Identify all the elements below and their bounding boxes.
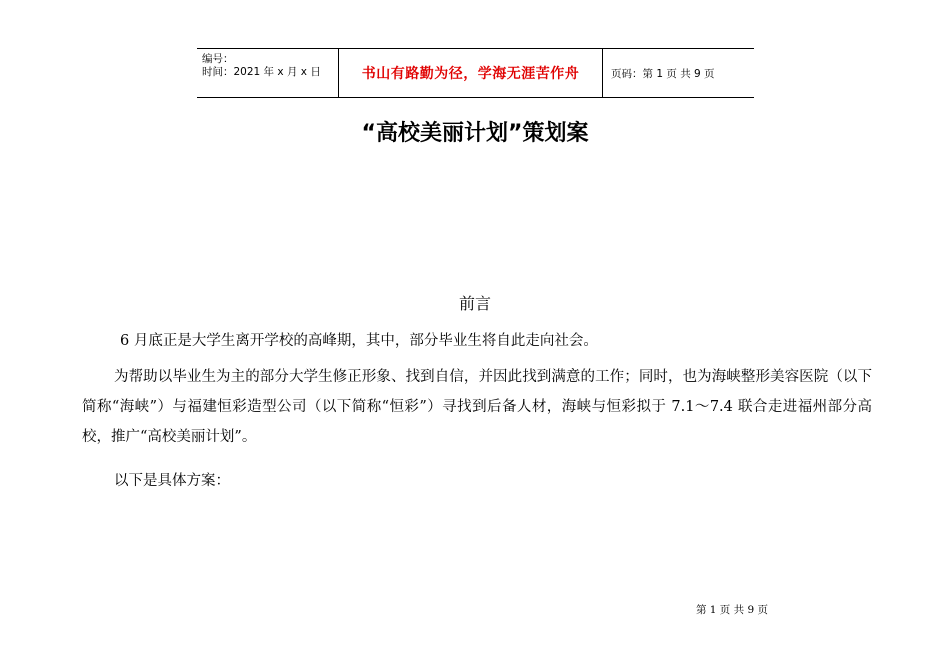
header-page-cell (603, 49, 754, 97)
section-heading: 前言 (458, 294, 491, 313)
serial-number-label: 编号： (202, 53, 234, 65)
header-info-cell (197, 49, 339, 97)
header-table (197, 48, 754, 98)
page-footer: 第 1 页 共 9 页 (695, 604, 768, 616)
document-title: “高校美丽计划”策划案 (361, 121, 589, 146)
paragraph: 以下是具体方案： (114, 473, 230, 489)
paragraph: 6 月底正是大学生离开学校的高峰期，其中，部分毕业生将自此走向社会。 (120, 333, 598, 349)
paragraph: 为帮助以毕业生为主的部分大学生修正形象、找到自信，并因此找到满意的工作；同时，也为海峡整形美容医院（以下简称“海峡”）与福建恒彩造型公司（以下简称“恒彩”）寻找到后备人材，海峡与恒彩拟于 7.1～7.4 联合走进福州部分高校，推广“高校美丽计划”。 (82, 369, 872, 445)
page-info: 页码：第 1 页 共 9 页 (611, 67, 715, 80)
motto-text: 书山有路勤为径，学海无涯苦作舟 (361, 66, 580, 82)
date-label: 时间：2021 年 x 月 x 日 (202, 66, 321, 78)
header-motto-cell (339, 49, 603, 97)
